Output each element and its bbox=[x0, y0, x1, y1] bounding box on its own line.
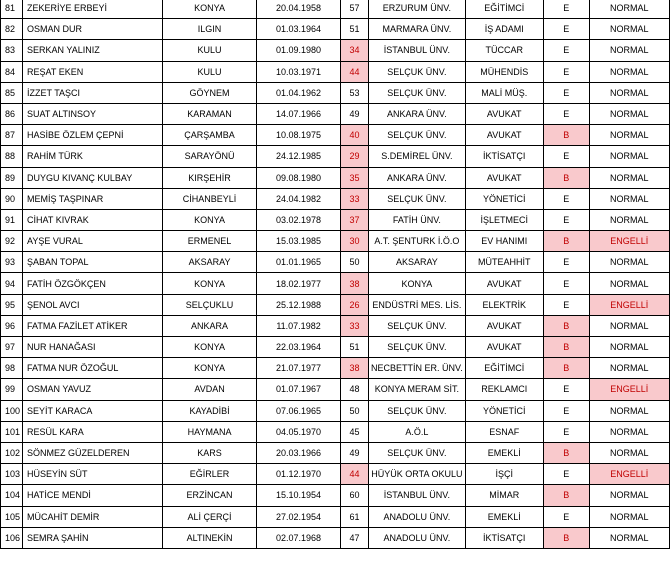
age-cell: 38 bbox=[341, 273, 369, 294]
table-body bbox=[1, 0, 670, 548]
occupation-cell: TÜCCAR bbox=[465, 40, 543, 61]
gender-cell: E bbox=[543, 61, 589, 82]
table-row bbox=[1, 146, 670, 167]
gender-cell: E bbox=[543, 421, 589, 442]
status-cell: ENGELLİ bbox=[589, 464, 669, 485]
name-cell: MEMİŞ TAŞPINAR bbox=[23, 188, 163, 209]
status-cell: NORMAL bbox=[589, 506, 669, 527]
city-cell: KONYA bbox=[163, 209, 257, 230]
school-cell: ANKARA ÜNV. bbox=[369, 167, 466, 188]
school-cell: FATİH ÜNV. bbox=[369, 209, 466, 230]
age-cell: 35 bbox=[341, 167, 369, 188]
occupation-cell: MÜTEAHHİT bbox=[465, 252, 543, 273]
school-cell: İSTANBUL ÜNV. bbox=[369, 485, 466, 506]
name-cell: ŞABAN TOPAL bbox=[23, 252, 163, 273]
occupation-cell: MİMAR bbox=[465, 485, 543, 506]
city-cell: KAYADİBİ bbox=[163, 400, 257, 421]
status-cell: NORMAL bbox=[589, 400, 669, 421]
school-cell: SELÇUK ÜNV. bbox=[369, 82, 466, 103]
city-cell: KONYA bbox=[163, 0, 257, 19]
occupation-cell: AVUKAT bbox=[465, 315, 543, 336]
school-cell: NECBETTİN ER. ÜNV. bbox=[369, 358, 466, 379]
school-cell: KONYA bbox=[369, 273, 466, 294]
gender-cell: E bbox=[543, 506, 589, 527]
city-cell: SARAYÖNÜ bbox=[163, 146, 257, 167]
age-cell: 26 bbox=[341, 294, 369, 315]
row-number-cell: 103 bbox=[1, 464, 23, 485]
table-row bbox=[1, 103, 670, 124]
status-cell: NORMAL bbox=[589, 61, 669, 82]
name-cell: HASİBE ÖZLEM ÇEPNİ bbox=[23, 125, 163, 146]
school-cell: ANADOLU ÜNV. bbox=[369, 506, 466, 527]
table-row bbox=[1, 400, 670, 421]
birth-date-cell: 27.02.1954 bbox=[257, 506, 341, 527]
birth-date-cell: 15.03.1985 bbox=[257, 231, 341, 252]
row-number-cell: 106 bbox=[1, 527, 23, 548]
school-cell: SELÇUK ÜNV. bbox=[369, 442, 466, 463]
gender-cell: B bbox=[543, 442, 589, 463]
city-cell: AVDAN bbox=[163, 379, 257, 400]
occupation-cell: İŞLETMECİ bbox=[465, 209, 543, 230]
row-number-cell: 98 bbox=[1, 358, 23, 379]
table-row bbox=[1, 379, 670, 400]
table-row bbox=[1, 252, 670, 273]
birth-date-cell: 04.05.1970 bbox=[257, 421, 341, 442]
age-cell: 50 bbox=[341, 400, 369, 421]
gender-cell: E bbox=[543, 82, 589, 103]
table-row bbox=[1, 19, 670, 40]
age-cell: 34 bbox=[341, 40, 369, 61]
table-row bbox=[1, 209, 670, 230]
status-cell: ENGELLİ bbox=[589, 294, 669, 315]
row-number-cell: 89 bbox=[1, 167, 23, 188]
status-cell: NORMAL bbox=[589, 146, 669, 167]
city-cell: ERZİNCAN bbox=[163, 485, 257, 506]
gender-cell: B bbox=[543, 527, 589, 548]
name-cell: AYŞE VURAL bbox=[23, 231, 163, 252]
city-cell: ÇARŞAMBA bbox=[163, 125, 257, 146]
city-cell: ALTINEKİN bbox=[163, 527, 257, 548]
birth-date-cell: 22.03.1964 bbox=[257, 337, 341, 358]
occupation-cell: İŞ ADAMI bbox=[465, 19, 543, 40]
status-cell: NORMAL bbox=[589, 485, 669, 506]
table-row bbox=[1, 231, 670, 252]
status-cell: NORMAL bbox=[589, 527, 669, 548]
row-number-cell: 97 bbox=[1, 337, 23, 358]
status-cell: NORMAL bbox=[589, 167, 669, 188]
school-cell: A.Ö.L bbox=[369, 421, 466, 442]
name-cell: NUR HANAĞASI bbox=[23, 337, 163, 358]
school-cell: KONYA MERAM SİT. bbox=[369, 379, 466, 400]
city-cell: ANKARA bbox=[163, 315, 257, 336]
row-number-cell: 99 bbox=[1, 379, 23, 400]
gender-cell: E bbox=[543, 400, 589, 421]
gender-cell: E bbox=[543, 40, 589, 61]
birth-date-cell: 01.12.1970 bbox=[257, 464, 341, 485]
school-cell: SELÇUK ÜNV. bbox=[369, 337, 466, 358]
status-cell: NORMAL bbox=[589, 442, 669, 463]
occupation-cell: AVUKAT bbox=[465, 103, 543, 124]
gender-cell: E bbox=[543, 146, 589, 167]
name-cell: SÖNMEZ GÜZELDEREN bbox=[23, 442, 163, 463]
birth-date-cell: 24.12.1985 bbox=[257, 146, 341, 167]
city-cell: KARS bbox=[163, 442, 257, 463]
name-cell: HATİCE MENDİ bbox=[23, 485, 163, 506]
birth-date-cell: 02.07.1968 bbox=[257, 527, 341, 548]
status-cell: NORMAL bbox=[589, 421, 669, 442]
age-cell: 51 bbox=[341, 19, 369, 40]
age-cell: 49 bbox=[341, 442, 369, 463]
gender-cell: B bbox=[543, 337, 589, 358]
name-cell: FATMA NUR ÖZOĞUL bbox=[23, 358, 163, 379]
row-number-cell: 101 bbox=[1, 421, 23, 442]
gender-cell: B bbox=[543, 485, 589, 506]
gender-cell: E bbox=[543, 379, 589, 400]
row-number-cell: 86 bbox=[1, 103, 23, 124]
school-cell: AKSARAY bbox=[369, 252, 466, 273]
school-cell: İSTANBUL ÜNV. bbox=[369, 40, 466, 61]
gender-cell: E bbox=[543, 209, 589, 230]
row-number-cell: 88 bbox=[1, 146, 23, 167]
gender-cell: E bbox=[543, 464, 589, 485]
name-cell: DUYGU KIVANÇ KULBAY bbox=[23, 167, 163, 188]
city-cell: KONYA bbox=[163, 337, 257, 358]
occupation-cell: AVUKAT bbox=[465, 167, 543, 188]
gender-cell: E bbox=[543, 188, 589, 209]
birth-date-cell: 18.02.1977 bbox=[257, 273, 341, 294]
status-cell: NORMAL bbox=[589, 252, 669, 273]
table-row bbox=[1, 82, 670, 103]
status-cell: NORMAL bbox=[589, 358, 669, 379]
row-number-cell: 100 bbox=[1, 400, 23, 421]
table-row bbox=[1, 188, 670, 209]
gender-cell: E bbox=[543, 19, 589, 40]
city-cell: EĞİRLER bbox=[163, 464, 257, 485]
status-cell: NORMAL bbox=[589, 315, 669, 336]
occupation-cell: EV HANIMI bbox=[465, 231, 543, 252]
table-row bbox=[1, 421, 670, 442]
name-cell: RESÜL KARA bbox=[23, 421, 163, 442]
occupation-cell: MÜHENDİS bbox=[465, 61, 543, 82]
table-row bbox=[1, 61, 670, 82]
status-cell: NORMAL bbox=[589, 188, 669, 209]
school-cell: SELÇUK ÜNV. bbox=[369, 400, 466, 421]
row-number-cell: 91 bbox=[1, 209, 23, 230]
birth-date-cell: 25.12.1988 bbox=[257, 294, 341, 315]
city-cell: KONYA bbox=[163, 358, 257, 379]
row-number-cell: 82 bbox=[1, 19, 23, 40]
occupation-cell: AVUKAT bbox=[465, 337, 543, 358]
occupation-cell: EĞİTİMCİ bbox=[465, 0, 543, 19]
status-cell: NORMAL bbox=[589, 19, 669, 40]
birth-date-cell: 24.04.1982 bbox=[257, 188, 341, 209]
city-cell: ILGIN bbox=[163, 19, 257, 40]
occupation-cell: İKTİSATÇI bbox=[465, 146, 543, 167]
name-cell: ZEKERİYE ERBEYİ bbox=[23, 0, 163, 19]
gender-cell: B bbox=[543, 125, 589, 146]
row-number-cell: 102 bbox=[1, 442, 23, 463]
status-cell: NORMAL bbox=[589, 337, 669, 358]
status-cell: NORMAL bbox=[589, 82, 669, 103]
status-cell: NORMAL bbox=[589, 0, 669, 19]
city-cell: KULU bbox=[163, 61, 257, 82]
status-cell: NORMAL bbox=[589, 103, 669, 124]
age-cell: 50 bbox=[341, 252, 369, 273]
gender-cell: E bbox=[543, 273, 589, 294]
birth-date-cell: 21.07.1977 bbox=[257, 358, 341, 379]
table-row bbox=[1, 485, 670, 506]
table-row bbox=[1, 315, 670, 336]
row-number-cell: 92 bbox=[1, 231, 23, 252]
occupation-cell: ELEKTRİK bbox=[465, 294, 543, 315]
row-number-cell: 87 bbox=[1, 125, 23, 146]
name-cell: FATİH ÖZGÖKÇEN bbox=[23, 273, 163, 294]
status-cell: NORMAL bbox=[589, 209, 669, 230]
table-row bbox=[1, 273, 670, 294]
school-cell: SELÇUK ÜNV. bbox=[369, 61, 466, 82]
age-cell: 40 bbox=[341, 125, 369, 146]
occupation-cell: İKTİSATÇI bbox=[465, 527, 543, 548]
age-cell: 49 bbox=[341, 103, 369, 124]
table-row bbox=[1, 358, 670, 379]
occupation-cell: EĞİTİMCİ bbox=[465, 358, 543, 379]
name-cell: SEYİT KARACA bbox=[23, 400, 163, 421]
row-number-cell: 85 bbox=[1, 82, 23, 103]
gender-cell: E bbox=[543, 252, 589, 273]
row-number-cell: 83 bbox=[1, 40, 23, 61]
occupation-cell: ESNAF bbox=[465, 421, 543, 442]
name-cell: SEMRA ŞAHİN bbox=[23, 527, 163, 548]
school-cell: ANADOLU ÜNV. bbox=[369, 527, 466, 548]
school-cell: A.T. ŞENTURK İ.Ö.O bbox=[369, 231, 466, 252]
age-cell: 60 bbox=[341, 485, 369, 506]
row-number-cell: 104 bbox=[1, 485, 23, 506]
age-cell: 33 bbox=[341, 315, 369, 336]
age-cell: 44 bbox=[341, 464, 369, 485]
school-cell: ANKARA ÜNV. bbox=[369, 103, 466, 124]
name-cell: İZZET TAŞCI bbox=[23, 82, 163, 103]
name-cell: SUAT ALTINSOY bbox=[23, 103, 163, 124]
school-cell: ERZURUM ÜNV. bbox=[369, 0, 466, 19]
row-number-cell: 90 bbox=[1, 188, 23, 209]
birth-date-cell: 01.07.1967 bbox=[257, 379, 341, 400]
city-cell: GÖYNEM bbox=[163, 82, 257, 103]
row-number-cell: 81 bbox=[1, 0, 23, 19]
age-cell: 47 bbox=[341, 527, 369, 548]
table-row bbox=[1, 294, 670, 315]
occupation-cell: REKLAMCI bbox=[465, 379, 543, 400]
occupation-cell: EMEKLİ bbox=[465, 506, 543, 527]
table-row bbox=[1, 442, 670, 463]
gender-cell: B bbox=[543, 358, 589, 379]
birth-date-cell: 01.01.1965 bbox=[257, 252, 341, 273]
status-cell: ENGELLİ bbox=[589, 379, 669, 400]
row-number-cell: 93 bbox=[1, 252, 23, 273]
occupation-cell: AVUKAT bbox=[465, 273, 543, 294]
birth-date-cell: 01.03.1964 bbox=[257, 19, 341, 40]
table-row bbox=[1, 506, 670, 527]
row-number-cell: 94 bbox=[1, 273, 23, 294]
city-cell: AKSARAY bbox=[163, 252, 257, 273]
name-cell: REŞAT EKEN bbox=[23, 61, 163, 82]
table-row bbox=[1, 0, 670, 19]
name-cell: ŞENOL AVCI bbox=[23, 294, 163, 315]
birth-date-cell: 20.03.1966 bbox=[257, 442, 341, 463]
status-cell: NORMAL bbox=[589, 273, 669, 294]
age-cell: 45 bbox=[341, 421, 369, 442]
gender-cell: B bbox=[543, 231, 589, 252]
birth-date-cell: 07.06.1965 bbox=[257, 400, 341, 421]
row-number-cell: 84 bbox=[1, 61, 23, 82]
table-row bbox=[1, 167, 670, 188]
school-cell: S.DEMİREL ÜNV. bbox=[369, 146, 466, 167]
city-cell: CİHANBEYLİ bbox=[163, 188, 257, 209]
birth-date-cell: 14.07.1966 bbox=[257, 103, 341, 124]
table-row bbox=[1, 527, 670, 548]
school-cell: SELÇUK ÜNV. bbox=[369, 125, 466, 146]
age-cell: 33 bbox=[341, 188, 369, 209]
name-cell: OSMAN DUR bbox=[23, 19, 163, 40]
city-cell: KULU bbox=[163, 40, 257, 61]
name-cell: CİHAT KIVRAK bbox=[23, 209, 163, 230]
school-cell: HÜYÜK ORTA OKULU bbox=[369, 464, 466, 485]
status-cell: NORMAL bbox=[589, 125, 669, 146]
name-cell: FATMA FAZİLET ATİKER bbox=[23, 315, 163, 336]
name-cell: HÜSEYİN SÜT bbox=[23, 464, 163, 485]
age-cell: 44 bbox=[341, 61, 369, 82]
school-cell: MARMARA ÜNV. bbox=[369, 19, 466, 40]
city-cell: ALİ ÇERÇİ bbox=[163, 506, 257, 527]
name-cell: OSMAN YAVUZ bbox=[23, 379, 163, 400]
age-cell: 57 bbox=[341, 0, 369, 19]
occupation-cell: MALİ MÜŞ. bbox=[465, 82, 543, 103]
gender-cell: E bbox=[543, 103, 589, 124]
city-cell: KONYA bbox=[163, 273, 257, 294]
age-cell: 29 bbox=[341, 146, 369, 167]
city-cell: HAYMANA bbox=[163, 421, 257, 442]
birth-date-cell: 01.09.1980 bbox=[257, 40, 341, 61]
table-row bbox=[1, 464, 670, 485]
table-row bbox=[1, 40, 670, 61]
birth-date-cell: 09.08.1980 bbox=[257, 167, 341, 188]
occupation-cell: EMEKLİ bbox=[465, 442, 543, 463]
city-cell: SELÇUKLU bbox=[163, 294, 257, 315]
school-cell: ENDÜSTRİ MES. LİS. bbox=[369, 294, 466, 315]
birth-date-cell: 20.04.1958 bbox=[257, 0, 341, 19]
gender-cell: B bbox=[543, 167, 589, 188]
birth-date-cell: 03.02.1978 bbox=[257, 209, 341, 230]
city-cell: ERMENEL bbox=[163, 231, 257, 252]
status-cell: NORMAL bbox=[589, 40, 669, 61]
gender-cell: E bbox=[543, 294, 589, 315]
age-cell: 37 bbox=[341, 209, 369, 230]
occupation-cell: YÖNETİCİ bbox=[465, 188, 543, 209]
city-cell: KIRŞEHİR bbox=[163, 167, 257, 188]
birth-date-cell: 11.07.1982 bbox=[257, 315, 341, 336]
name-cell: RAHİM TÜRK bbox=[23, 146, 163, 167]
birth-date-cell: 10.03.1971 bbox=[257, 61, 341, 82]
city-cell: KARAMAN bbox=[163, 103, 257, 124]
row-number-cell: 95 bbox=[1, 294, 23, 315]
age-cell: 51 bbox=[341, 337, 369, 358]
age-cell: 38 bbox=[341, 358, 369, 379]
birth-date-cell: 01.04.1962 bbox=[257, 82, 341, 103]
age-cell: 48 bbox=[341, 379, 369, 400]
occupation-cell: İŞÇİ bbox=[465, 464, 543, 485]
birth-date-cell: 15.10.1954 bbox=[257, 485, 341, 506]
occupation-cell: AVUKAT bbox=[465, 125, 543, 146]
status-cell: ENGELLİ bbox=[589, 231, 669, 252]
table-row bbox=[1, 337, 670, 358]
school-cell: SELÇUK ÜNV. bbox=[369, 315, 466, 336]
row-number-cell: 96 bbox=[1, 315, 23, 336]
table-row bbox=[1, 125, 670, 146]
school-cell: SELÇUK ÜNV. bbox=[369, 188, 466, 209]
name-cell: MÜCAHİT DEMİR bbox=[23, 506, 163, 527]
age-cell: 53 bbox=[341, 82, 369, 103]
row-number-cell: 105 bbox=[1, 506, 23, 527]
gender-cell: B bbox=[543, 315, 589, 336]
gender-cell: E bbox=[543, 0, 589, 19]
age-cell: 30 bbox=[341, 231, 369, 252]
birth-date-cell: 10.08.1975 bbox=[257, 125, 341, 146]
occupation-cell: YÖNETİCİ bbox=[465, 400, 543, 421]
name-cell: SERKAN YALINIZ bbox=[23, 40, 163, 61]
age-cell: 61 bbox=[341, 506, 369, 527]
